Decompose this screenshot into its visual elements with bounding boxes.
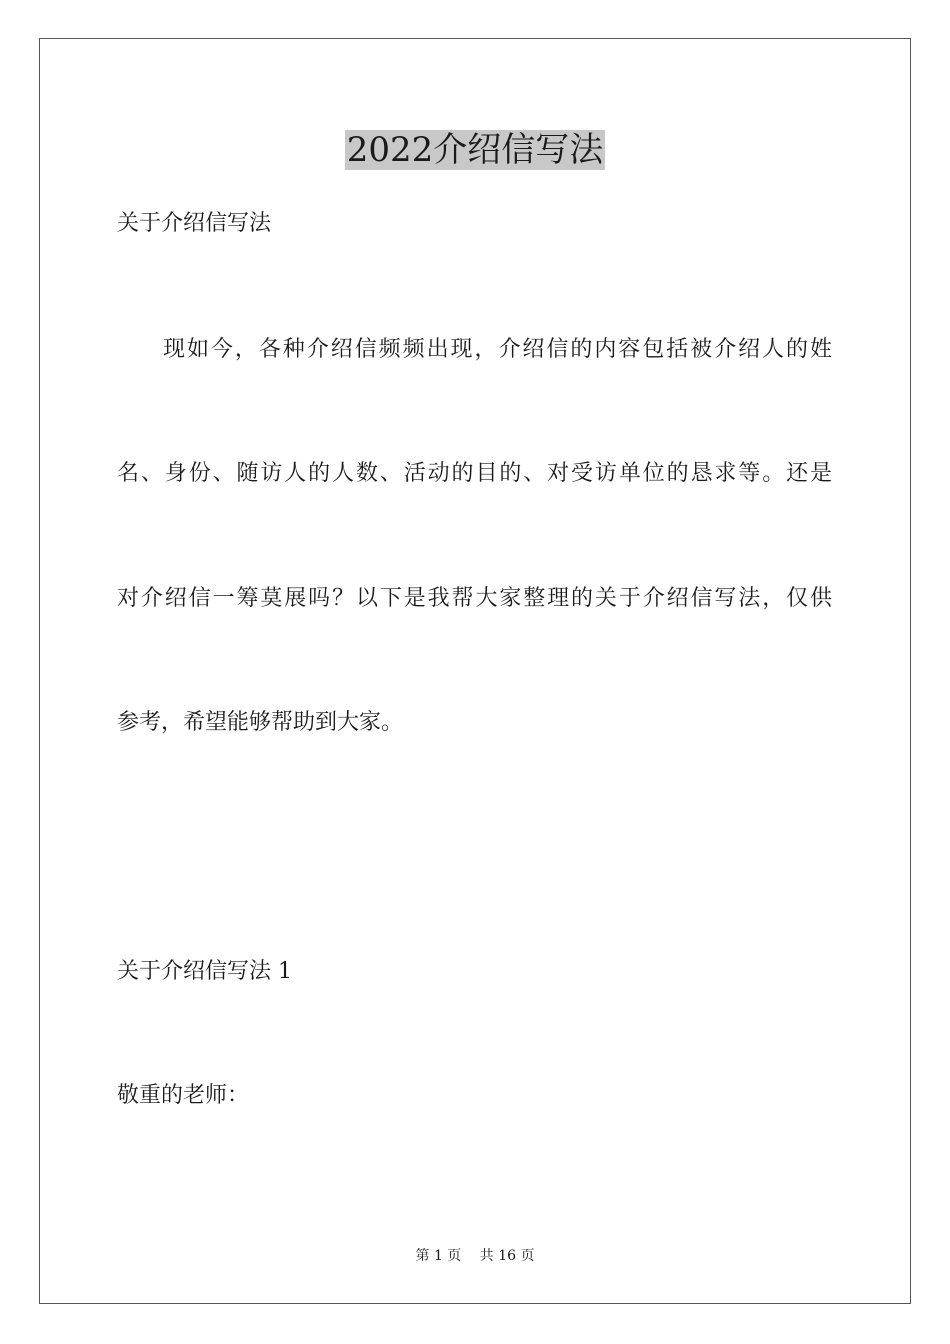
- intro-paragraph-line-1: 现如今，各种介绍信频频出现，介绍信的内容包括被介绍人的姓: [163, 337, 832, 362]
- page-footer: 第 1 页 共 16 页: [415, 1248, 535, 1264]
- document-title: [0, 126, 950, 174]
- intro-paragraph-line-3: 对介绍信一筹莫展吗？以下是我帮大家整理的关于介绍信写法，仅供: [117, 586, 832, 611]
- intro-paragraph-line-2: 名、身份、随访人的人数、活动的目的、对受访单位的恳求等。还是: [117, 461, 832, 486]
- salutation: 敬重的老师：: [117, 1083, 250, 1108]
- section-heading: 关于介绍信写法 1: [117, 959, 292, 984]
- document-subtitle: 关于介绍信写法: [117, 211, 272, 236]
- intro-paragraph-line-4: 参考，希望能够帮助到大家。: [117, 710, 404, 735]
- document-title-text: 2022介绍信写法: [346, 130, 604, 170]
